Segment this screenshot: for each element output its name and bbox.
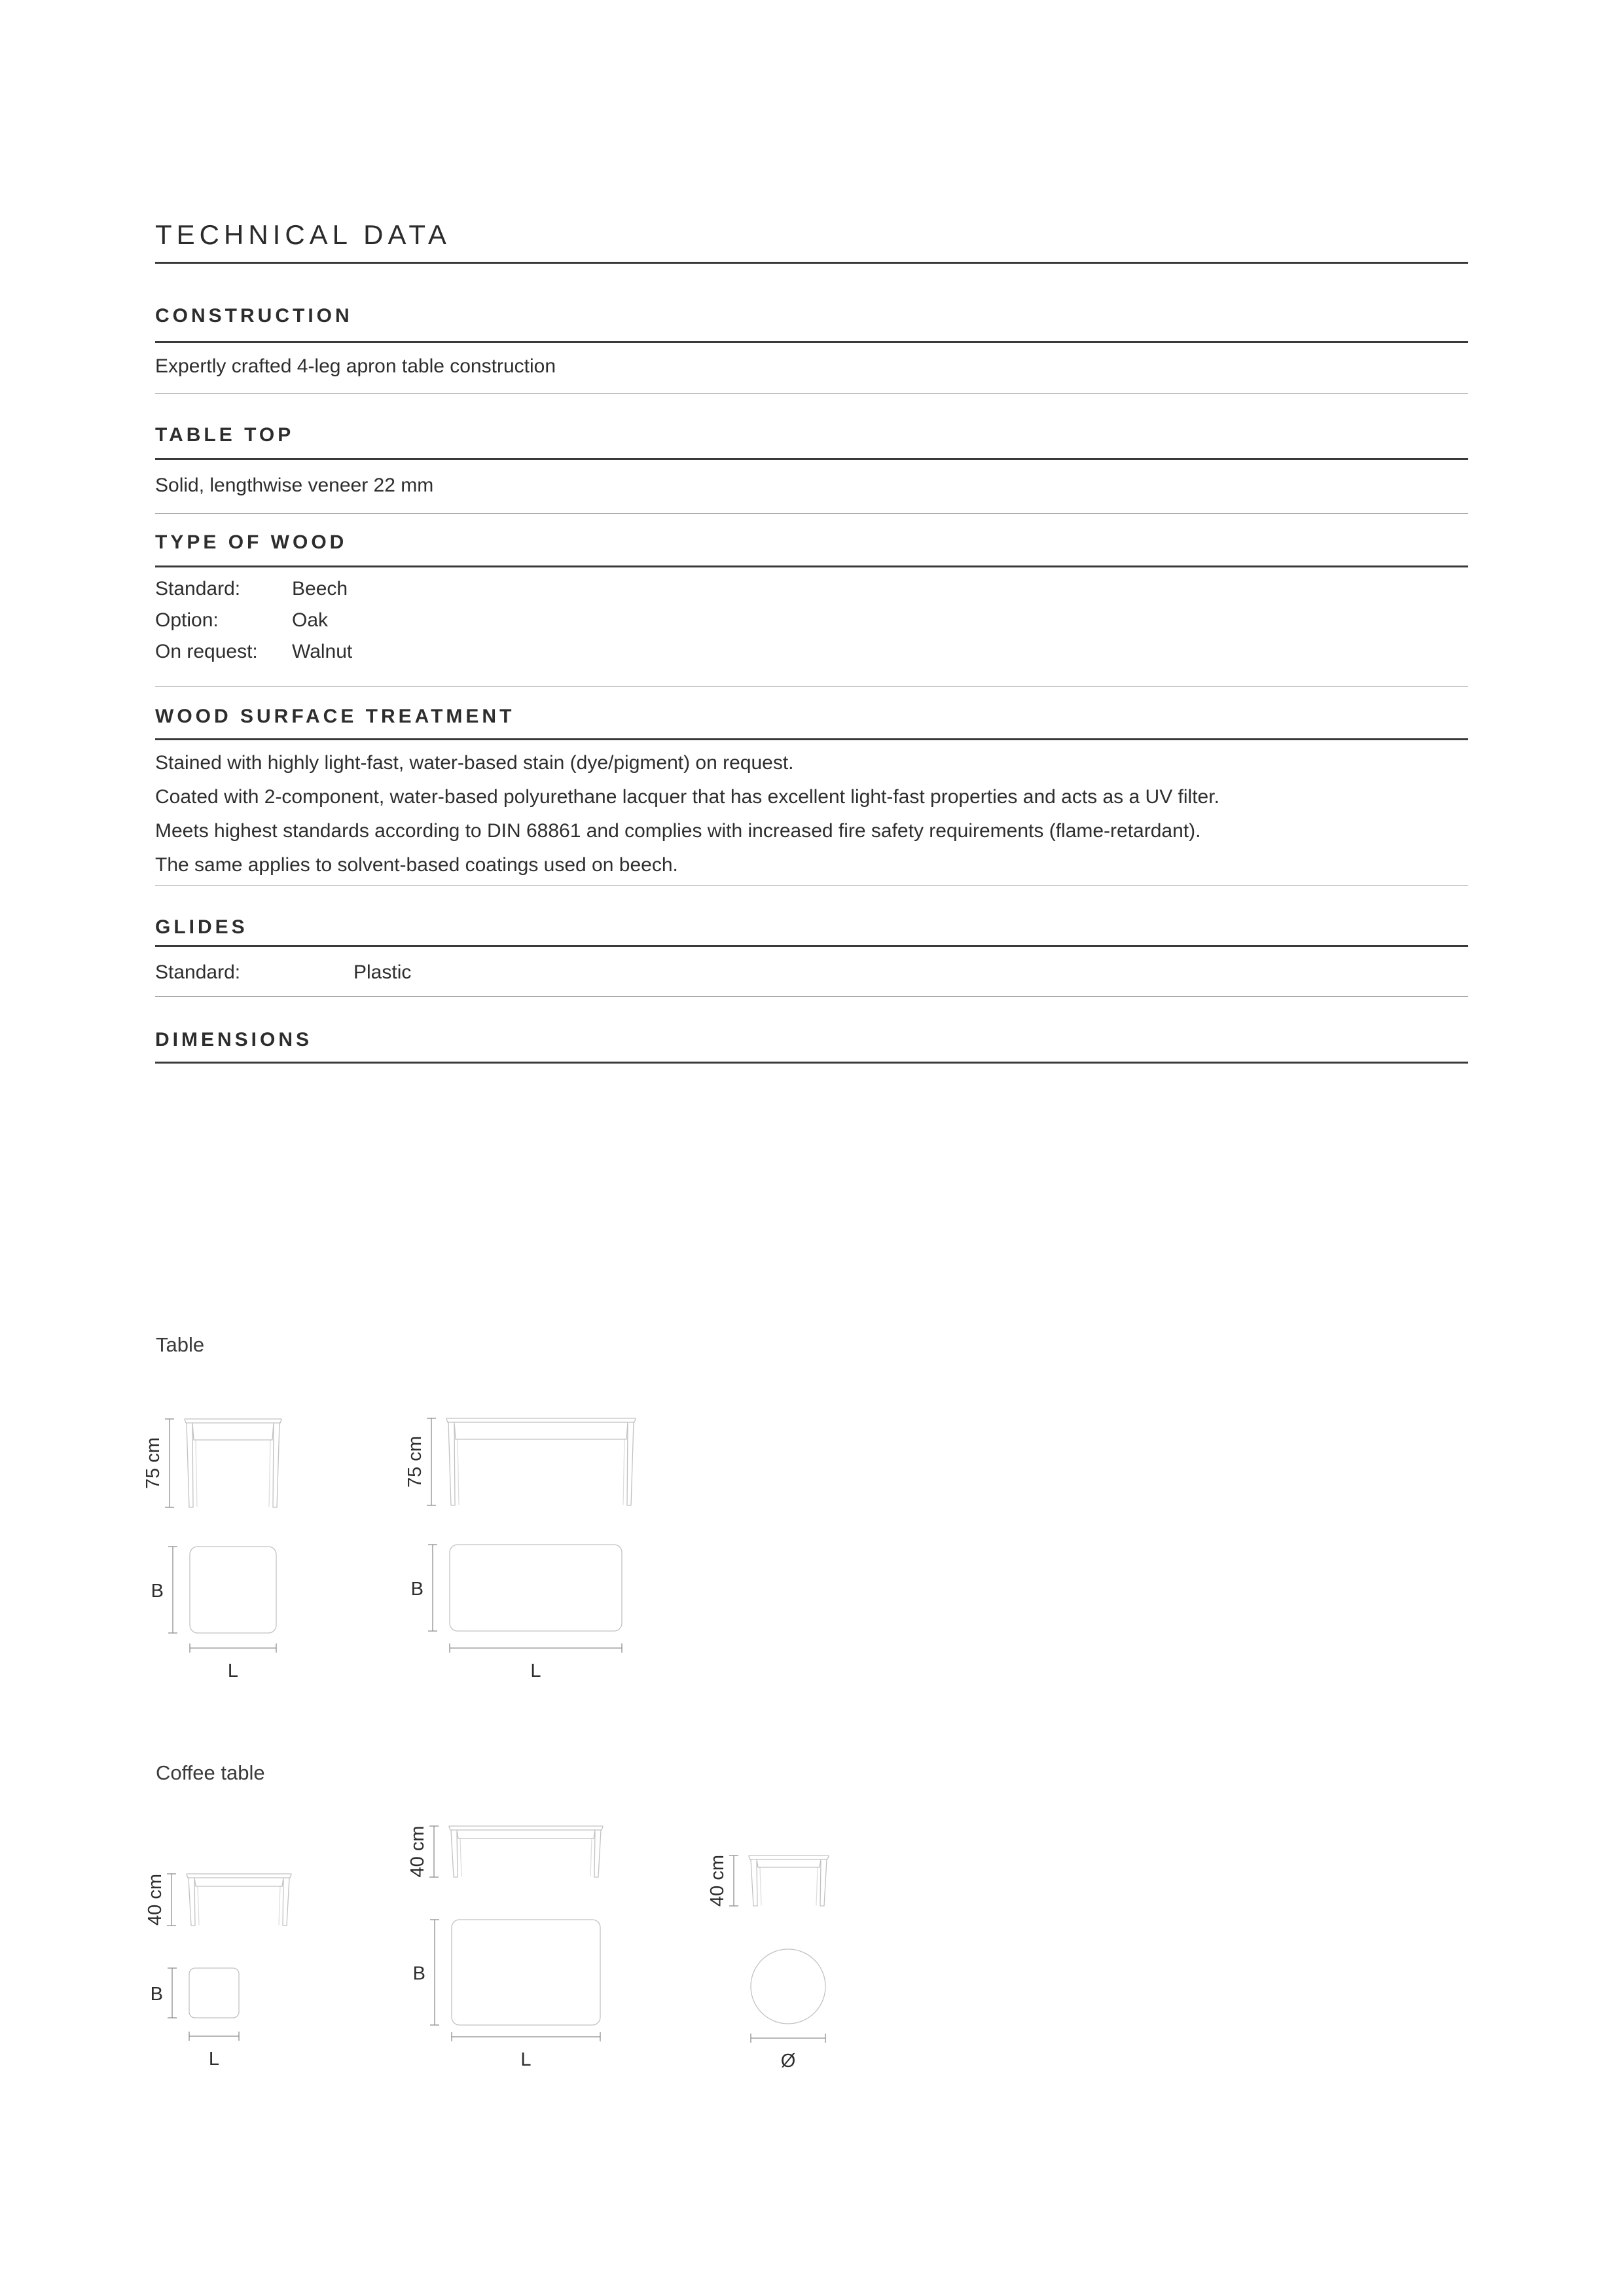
vertical-dimension xyxy=(411,1545,437,1631)
table-row xyxy=(155,605,1468,636)
table-top-view xyxy=(452,1920,600,2025)
construction-body: Expertly crafted 4-leg apron table construction xyxy=(155,355,556,377)
dimension-label: 40 cm xyxy=(145,1874,166,1926)
horizontal-dimension xyxy=(751,2034,825,2072)
body-line: Meets highest standards according to DIN 68861 and complies with increased fire safety requirements (flame-retardant). xyxy=(155,820,1201,842)
dimension-label: L xyxy=(520,2049,532,2070)
section-divider xyxy=(155,686,1468,687)
title-rule xyxy=(155,262,1468,264)
table-top-view xyxy=(450,1545,622,1631)
section-heading-dimensions: DIMENSIONS xyxy=(155,1029,313,1050)
vertical-dimension xyxy=(145,1874,176,1926)
dimension-label: 75 cm xyxy=(405,1436,425,1488)
heading-rule xyxy=(155,1062,1468,1064)
vertical-dimension xyxy=(407,1826,439,1878)
vertical-dimension xyxy=(405,1418,436,1505)
row-value: Oak xyxy=(292,609,329,631)
vertical-dimension xyxy=(151,1968,177,2018)
dimension-label: B xyxy=(151,1581,164,1602)
row-value: Walnut xyxy=(292,641,353,662)
row-label: Standard: xyxy=(155,961,241,983)
section-heading-glides: GLIDES xyxy=(155,916,248,938)
dimension-label: L xyxy=(227,1660,239,1681)
coffee-table-group-label: Coffee table xyxy=(156,1761,265,1784)
dimension-label: L xyxy=(208,2049,220,2070)
section-heading-wood-surface-treatment: WOOD SURFACE TREATMENT xyxy=(155,706,515,727)
wood-surface-treatment-body xyxy=(155,746,1468,882)
heading-rule xyxy=(155,945,1468,947)
table-side-view xyxy=(185,1419,281,1507)
dimension-label: B xyxy=(412,1963,425,1984)
table-row xyxy=(155,957,1468,988)
section-heading-construction: CONSTRUCTION xyxy=(155,305,353,327)
row-label: On request: xyxy=(155,641,258,662)
diagram-group xyxy=(145,1826,829,2072)
dimension-label: 75 cm xyxy=(143,1437,164,1489)
table-side-view xyxy=(449,1826,603,1877)
vertical-dimension xyxy=(143,1419,174,1507)
table-top-body: Solid, lengthwise veneer 22 mm xyxy=(155,475,434,496)
glides-rows xyxy=(155,957,1468,988)
dimension-label: 40 cm xyxy=(707,1855,728,1907)
section-divider xyxy=(155,513,1468,514)
table-side-view xyxy=(446,1418,636,1505)
table-row xyxy=(155,573,1468,605)
table-side-view xyxy=(749,1856,829,1906)
diagram-group xyxy=(143,1418,636,1681)
section-divider xyxy=(155,996,1468,997)
vertical-dimension xyxy=(151,1547,177,1633)
dimension-label: 40 cm xyxy=(407,1825,428,1878)
body-line: Stained with highly light-fast, water-based stain (dye/pigment) on request. xyxy=(155,752,794,774)
vertical-dimension xyxy=(707,1855,738,1907)
type-of-wood-rows xyxy=(155,573,1468,668)
table-top-view xyxy=(190,1547,276,1633)
row-label: Standard: xyxy=(155,578,241,600)
dimensions-figure-svg xyxy=(0,1244,1624,2296)
dimension-label: B xyxy=(150,1984,163,2005)
row-value: Plastic xyxy=(353,961,412,983)
table-side-view xyxy=(187,1874,291,1926)
heading-rule xyxy=(155,565,1468,567)
horizontal-dimension xyxy=(190,1643,276,1681)
page-title: TECHNICAL DATA xyxy=(155,219,451,250)
dimension-label: Ø xyxy=(780,2051,796,2072)
table-top-view xyxy=(189,1968,239,2018)
section-heading-table-top: TABLE TOP xyxy=(155,424,295,446)
heading-rule xyxy=(155,341,1468,343)
vertical-dimension xyxy=(413,1920,439,2025)
heading-rule xyxy=(155,738,1468,740)
horizontal-dimension xyxy=(452,2032,600,2070)
dimension-label: L xyxy=(530,1660,541,1681)
row-label: Option: xyxy=(155,609,219,631)
section-divider xyxy=(155,885,1468,886)
table-group-label: Table xyxy=(156,1333,205,1356)
dimension-label: B xyxy=(410,1579,424,1600)
section-heading-type-of-wood: TYPE OF WOOD xyxy=(155,531,348,553)
horizontal-dimension xyxy=(189,2032,239,2070)
body-line: The same applies to solvent-based coatings used on beech. xyxy=(155,854,678,876)
table-row xyxy=(155,636,1468,668)
row-value: Beech xyxy=(292,578,348,600)
heading-rule xyxy=(155,458,1468,460)
body-line: Coated with 2-component, water-based polyurethane lacquer that has excellent light-fast properties and acts as a UV filter. xyxy=(155,786,1219,808)
table-top-view-round xyxy=(751,1949,825,2024)
horizontal-dimension xyxy=(450,1643,622,1681)
section-divider xyxy=(155,393,1468,394)
